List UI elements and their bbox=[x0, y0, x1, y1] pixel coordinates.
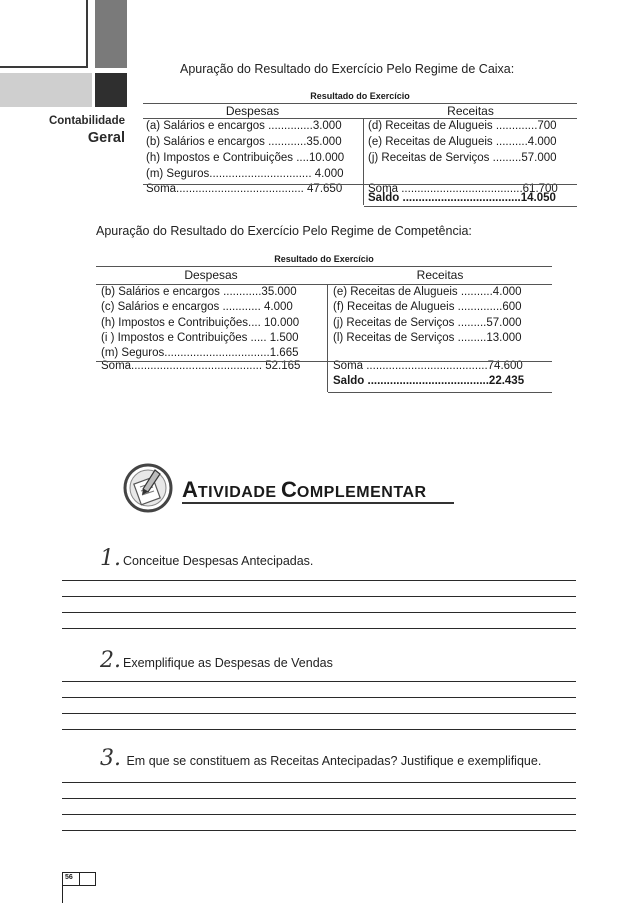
answer-line[interactable] bbox=[62, 580, 576, 581]
answer-line[interactable] bbox=[62, 713, 576, 714]
pencil-paper-icon bbox=[122, 462, 174, 514]
table-row: (b) Salários e encargos ............35.000 bbox=[146, 136, 342, 148]
table-row: (c) Salários e encargos ............ 4.000 bbox=[101, 301, 293, 313]
table-caixa bbox=[143, 91, 577, 209]
table-row: (i ) Impostos e Contribuições ..... 1.500 bbox=[101, 332, 299, 344]
corner-block-gray bbox=[95, 0, 127, 68]
question-2 bbox=[100, 648, 333, 673]
table-row: (d) Receitas de Alugueis .............700 bbox=[368, 120, 557, 132]
table-row: (a) Salários e encargos ..............3.000 bbox=[146, 120, 342, 132]
table-rule-head bbox=[143, 118, 577, 119]
activity-title bbox=[182, 477, 427, 503]
table-row: (j) Receitas de Serviços .........57.000 bbox=[368, 152, 557, 164]
corner-block-outline bbox=[0, 0, 88, 68]
activity-underline bbox=[182, 502, 454, 504]
col-despesas: Despesas bbox=[184, 268, 238, 282]
question-number: 2. bbox=[100, 648, 121, 673]
activity-title-c-rest: OMPLEMENTAR bbox=[296, 484, 427, 501]
table-saldo: Saldo .....................................14.050 bbox=[368, 192, 556, 204]
question-text: Exemplifique as Despesas de Vendas bbox=[123, 656, 333, 670]
question-3 bbox=[100, 746, 541, 771]
table-row: (m) Seguros................................ 4.000 bbox=[146, 168, 344, 180]
table-rule-top bbox=[96, 266, 552, 267]
question-number: 3. bbox=[100, 746, 121, 771]
table-row: Soma......................................... 52.165 bbox=[101, 360, 301, 372]
page-number: 56 bbox=[65, 874, 73, 881]
sidebar-label-top: Contabilidade bbox=[48, 115, 125, 127]
sidebar-label-bottom: Geral bbox=[87, 130, 125, 146]
page-number-box bbox=[62, 872, 96, 886]
col-receitas: Receitas bbox=[447, 104, 494, 118]
answer-line[interactable] bbox=[62, 697, 576, 698]
table-row: (m) Seguros.................................1.665 bbox=[101, 347, 299, 359]
answer-line[interactable] bbox=[62, 830, 576, 831]
table-rule-head bbox=[96, 284, 552, 285]
table-row: (j) Receitas de Serviços .........57.000 bbox=[333, 317, 522, 329]
table-row: Soma ......................................74.600 bbox=[333, 360, 523, 372]
answer-line[interactable] bbox=[62, 814, 576, 815]
table-rule-bottom bbox=[364, 206, 577, 207]
activity-title-a: A bbox=[182, 477, 198, 502]
table-row: (b) Salários e encargos ............35.000 bbox=[101, 286, 297, 298]
answer-line[interactable] bbox=[62, 729, 576, 730]
table-rule-bottom bbox=[328, 392, 552, 393]
table-saldo: Saldo ......................................22.435 bbox=[333, 375, 525, 387]
corner-block-dark bbox=[95, 73, 127, 107]
question-text: Conceitue Despesas Antecipadas. bbox=[123, 554, 314, 568]
table-row: Soma ......................................61.700 bbox=[368, 183, 558, 195]
answer-line[interactable] bbox=[62, 798, 576, 799]
table-title: Resultado do Exercício bbox=[274, 254, 374, 264]
col-despesas: Despesas bbox=[225, 104, 280, 118]
table-rule-soma bbox=[143, 184, 577, 185]
activity-title-a-rest: TIVIDADE bbox=[197, 484, 277, 501]
answer-line[interactable] bbox=[62, 782, 576, 783]
table-row: (l) Receitas de Serviços .........13.000 bbox=[333, 332, 522, 344]
answer-line[interactable] bbox=[62, 628, 576, 629]
answer-line[interactable] bbox=[62, 596, 576, 597]
question-number: 1. bbox=[100, 546, 121, 571]
heading-caixa: Apuração do Resultado do Exercício Pelo Regime de Caixa: bbox=[180, 62, 515, 76]
table-row: (h) Impostos e Contribuições.... 10.000 bbox=[101, 317, 300, 329]
table-row: (e) Receitas de Alugueis ..........4.000 bbox=[333, 286, 522, 298]
answer-line[interactable] bbox=[62, 681, 576, 682]
table-row: (f) Receitas de Alugueis ..............600 bbox=[333, 301, 522, 313]
table-rule-soma bbox=[96, 361, 552, 362]
table-row: Soma........................................ 47.650 bbox=[146, 183, 343, 195]
table-row: (h) Impostos e Contribuições ....10.000 bbox=[146, 152, 345, 164]
activity-title-c: C bbox=[281, 477, 297, 502]
corner-block-light bbox=[0, 73, 92, 107]
question-text: Em que se constituem as Receitas Antecipadas? Justifique e exemplifique. bbox=[123, 754, 542, 768]
table-title: Resultado do Exercício bbox=[310, 91, 410, 101]
heading-competencia: Apuração do Resultado do Exercício Pelo Regime de Competência: bbox=[96, 224, 472, 238]
col-receitas: Receitas bbox=[416, 268, 464, 282]
table-divider bbox=[327, 284, 328, 392]
question-1 bbox=[100, 546, 313, 571]
table-competencia bbox=[96, 254, 552, 394]
page-tick bbox=[62, 886, 63, 903]
answer-line[interactable] bbox=[62, 612, 576, 613]
table-divider bbox=[363, 118, 364, 205]
table-row: (e) Receitas de Alugueis ..........4.000 bbox=[368, 136, 557, 148]
